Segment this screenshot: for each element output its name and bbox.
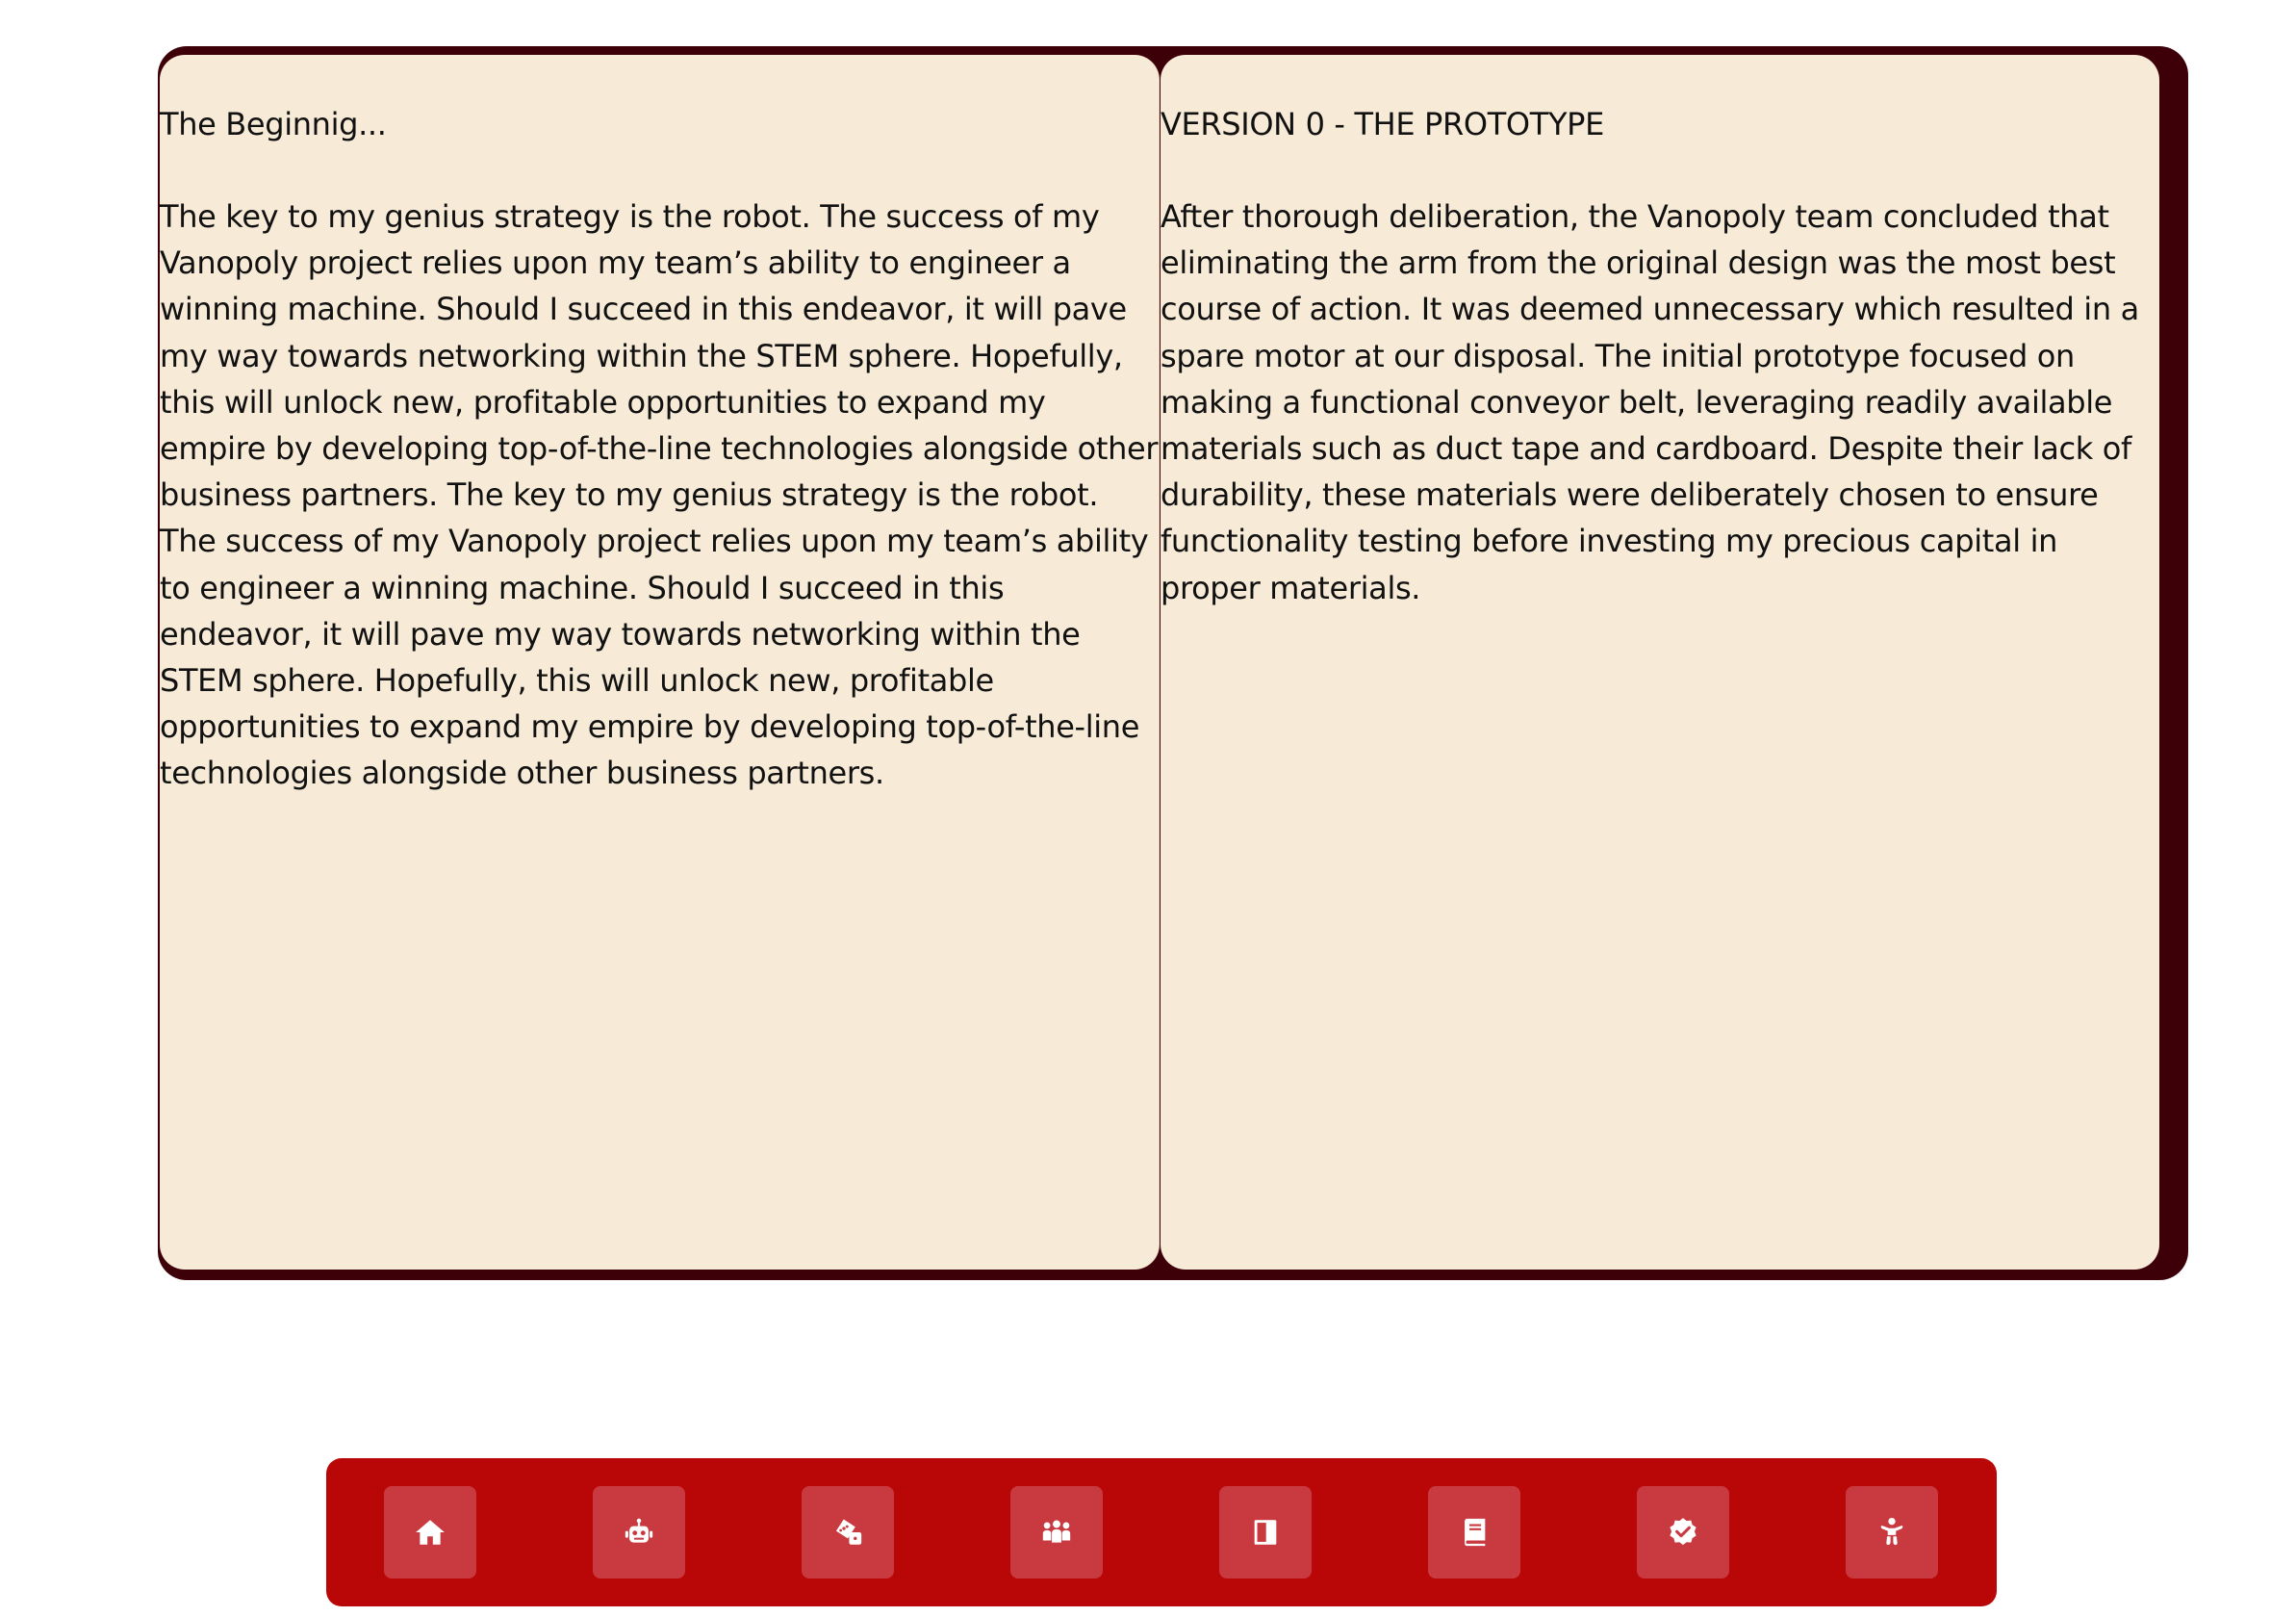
right-page-title: VERSION 0 - THE PROTOTYPE bbox=[1161, 106, 1604, 142]
nav-dice-button[interactable] bbox=[802, 1486, 894, 1578]
right-page-body: After thorough deliberation, the Vanopoly team concluded that eliminating the arm from the original design was the most best course of action. It was deemed unnecessary which resulted in a spare motor at our disposal. The initial prototype focused on making a functional conveyor belt, leveraging readily available materials such as duct tape and cardboard. Despite their lack of durability, these materials were deliberately chosen to ensure functionality testing before investing my precious capital in proper materials. bbox=[1161, 198, 2139, 606]
nav-journal-button[interactable] bbox=[1219, 1486, 1312, 1578]
dice-icon bbox=[831, 1516, 864, 1549]
certificate-check-icon bbox=[1667, 1516, 1699, 1549]
right-page-content bbox=[1161, 101, 2159, 611]
left-page-content bbox=[160, 101, 1159, 797]
child-icon bbox=[1875, 1516, 1908, 1549]
book-icon bbox=[1458, 1516, 1491, 1549]
book-open-icon bbox=[1249, 1516, 1282, 1549]
left-page-title: The Beginnig... bbox=[160, 106, 387, 142]
nav-robot-button[interactable] bbox=[593, 1486, 685, 1578]
nav-book-button[interactable] bbox=[1428, 1486, 1520, 1578]
home-icon bbox=[414, 1516, 446, 1549]
bottom-nav-bar bbox=[326, 1458, 1997, 1606]
nav-home-button[interactable] bbox=[384, 1486, 476, 1578]
nav-team-button[interactable] bbox=[1010, 1486, 1103, 1578]
book bbox=[158, 46, 2188, 1280]
robot-icon bbox=[623, 1516, 655, 1549]
people-group-icon bbox=[1040, 1516, 1073, 1549]
nav-verified-button[interactable] bbox=[1637, 1486, 1729, 1578]
nav-child-button[interactable] bbox=[1846, 1486, 1938, 1578]
left-page-body: The key to my genius strategy is the robot. The success of my Vanopoly project relies upon my team’s ability to engineer a winning machine. Should I succeed in this endeavor, it will pave my way towards networking within the STEM sphere. Hopefully, this will unlock new, profitable opportunities to expand my empire by developing top-of-the-line technologies alongside other business partners. The key to my genius strategy is the robot. The success of my Vanopoly project relies upon my team’s ability to engineer a winning machine. Should I succeed in this endeavor, it will pave my way towards networking within the STEM sphere. Hopefully, this will unlock new, profitable opportunities to expand my empire by developing top-of-the-line technologies alongside other business partners. bbox=[160, 198, 1159, 792]
right-page bbox=[1161, 55, 2159, 1270]
left-page bbox=[160, 55, 1160, 1270]
